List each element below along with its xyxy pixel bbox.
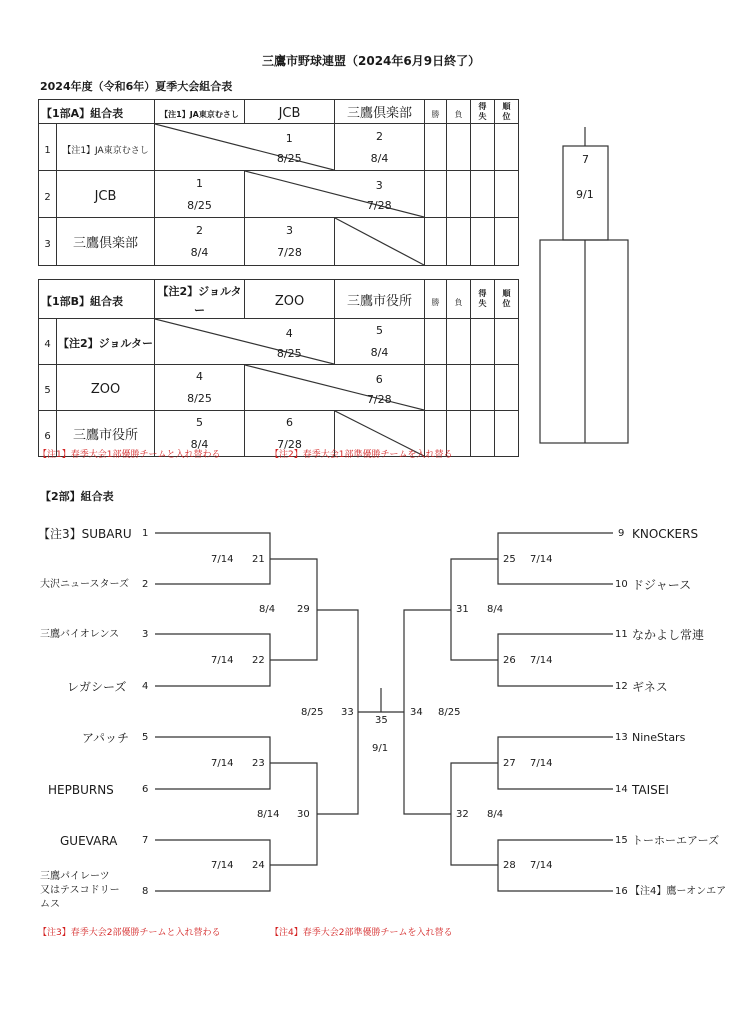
column-team-1: 【注1】JA東京むさし bbox=[155, 100, 245, 124]
division2-label: 【2部】組合表 bbox=[40, 490, 114, 503]
match-cell: 5 8/4 bbox=[335, 319, 425, 365]
round-robin-table-b bbox=[38, 279, 519, 457]
bracket-team-number: 12 bbox=[615, 681, 628, 692]
win-cell bbox=[425, 319, 447, 365]
final-game-date: 9/1 bbox=[576, 188, 594, 201]
game-number: 27 bbox=[503, 758, 516, 769]
bracket-team-left: GUEVARA bbox=[60, 834, 118, 848]
row-number: 1 bbox=[39, 124, 57, 171]
bracket-team-number: 2 bbox=[142, 579, 149, 590]
note-4: 【注4】春季大会2部準優勝チームを入れ替る bbox=[270, 928, 453, 938]
match-cell: 2 8/4 bbox=[335, 124, 425, 171]
bracket-team-number: 3 bbox=[142, 629, 149, 640]
page-title: 三鷹市野球連盟（2024年6月9日終了） bbox=[262, 54, 481, 68]
game-number: 22 bbox=[252, 655, 265, 666]
loss-cell bbox=[447, 171, 471, 218]
round-robin-table-a bbox=[38, 99, 519, 266]
diagonal-cell bbox=[335, 218, 425, 266]
game-number: 28 bbox=[503, 860, 516, 871]
game-date: 7/14 bbox=[530, 758, 553, 769]
column-team-1: 【注2】ジョルター bbox=[155, 280, 245, 319]
game-number: 25 bbox=[503, 554, 516, 565]
page-subtitle: 2024年度（令和6年）夏季大会組合表 bbox=[40, 80, 233, 93]
match-cell: 2 8/4 bbox=[155, 218, 245, 266]
diagonal-cell: 6 7/28 bbox=[245, 365, 425, 411]
bracket-team-right: なかよし常連 bbox=[632, 628, 705, 642]
diagonal-cell: 4 8/25 bbox=[155, 319, 335, 365]
bracket-team-left: アパッチ bbox=[82, 731, 130, 745]
bracket-team-number: 16 bbox=[615, 886, 628, 897]
row-number: 6 bbox=[39, 411, 57, 457]
game-number: 21 bbox=[252, 554, 265, 565]
game-date: 8/4 bbox=[259, 604, 276, 615]
game-date: 7/14 bbox=[211, 860, 234, 871]
points-header: 得 失 bbox=[471, 280, 495, 319]
win-header: 勝 bbox=[425, 280, 447, 319]
game-date: 7/14 bbox=[530, 554, 553, 565]
game-date: 8/25 bbox=[438, 707, 461, 718]
rank-cell bbox=[495, 124, 519, 171]
row-team: JCB bbox=[57, 171, 155, 218]
bracket-team-right: ドジャース bbox=[632, 578, 692, 592]
rank-cell bbox=[495, 171, 519, 218]
game-number: 23 bbox=[252, 758, 265, 769]
match-cell: 3 7/28 bbox=[245, 218, 335, 266]
loss-cell bbox=[447, 124, 471, 171]
row-team: 【注1】JA東京むさし bbox=[57, 124, 155, 171]
game-number: 29 bbox=[297, 604, 310, 615]
win-header: 勝 bbox=[425, 100, 447, 124]
rank-cell bbox=[495, 411, 519, 457]
final-number: 35 bbox=[375, 715, 388, 726]
diagonal-cell: 3 7/28 bbox=[245, 171, 425, 218]
row-number: 5 bbox=[39, 365, 57, 411]
bracket-team-number: 8 bbox=[142, 886, 149, 897]
match-cell: 4 8/25 bbox=[155, 365, 245, 411]
loss-cell bbox=[447, 365, 471, 411]
points-header: 得 失 bbox=[471, 100, 495, 124]
bracket-team-number: 7 bbox=[142, 835, 149, 846]
row-number: 2 bbox=[39, 171, 57, 218]
loss-header: 負 bbox=[447, 280, 471, 319]
rank-header: 順 位 bbox=[495, 100, 519, 124]
bracket-team-number: 6 bbox=[142, 784, 149, 795]
bracket-team-left-line: 又はテスコドリー bbox=[40, 885, 120, 896]
bracket-team-number: 1 bbox=[142, 528, 149, 539]
points-cell bbox=[471, 124, 495, 171]
bracket-team-left: 【注3】SUBARU bbox=[38, 527, 132, 541]
note-1: 【注1】春季大会1部優勝チームと入れ替わる bbox=[38, 450, 221, 460]
row-number: 3 bbox=[39, 218, 57, 266]
bracket-team-left-line: 三鷹パイレーツ bbox=[40, 871, 110, 882]
match-cell: 6 7/28 bbox=[245, 411, 335, 457]
bracket-team-left: 三鷹バイオレンス bbox=[40, 629, 120, 640]
bracket-team-right: トーホーエアーズ bbox=[632, 834, 720, 847]
game-date: 8/25 bbox=[301, 707, 324, 718]
game-number: 31 bbox=[456, 604, 469, 615]
corner-label: 【1部B】組合表 bbox=[39, 280, 155, 319]
bracket-team-left: HEPBURNS bbox=[48, 783, 114, 797]
bracket-team-number: 14 bbox=[615, 784, 628, 795]
win-cell bbox=[425, 218, 447, 266]
bracket-team-right: TAISEI bbox=[632, 783, 669, 797]
bracket-team-number: 11 bbox=[615, 629, 628, 640]
bracket-team-number: 5 bbox=[142, 732, 149, 743]
bracket-team-left: 大沢ニュースターズ bbox=[40, 579, 129, 590]
game-date: 8/4 bbox=[487, 604, 504, 615]
row-team: 【注2】ジョルター bbox=[57, 319, 155, 365]
column-team-2: JCB bbox=[245, 100, 335, 124]
bracket-team-right: ギネス bbox=[632, 680, 668, 694]
match-cell: 1 8/25 bbox=[155, 171, 245, 218]
row-number: 4 bbox=[39, 319, 57, 365]
game-date: 7/14 bbox=[530, 655, 553, 666]
bracket-team-right: 【注4】鷹ーオンエア bbox=[630, 886, 727, 897]
row-team: 三鷹倶楽部 bbox=[57, 218, 155, 266]
game-date: 8/4 bbox=[487, 809, 504, 820]
bracket-team-number: 10 bbox=[615, 579, 628, 590]
win-cell bbox=[425, 365, 447, 411]
game-date: 7/14 bbox=[211, 758, 234, 769]
bracket-team-right: NineStars bbox=[632, 731, 686, 744]
loss-cell bbox=[447, 319, 471, 365]
points-cell bbox=[471, 411, 495, 457]
note-3: 【注3】春季大会2部優勝チームと入れ替わる bbox=[38, 928, 221, 938]
bracket-team-right: KNOCKERS bbox=[632, 527, 699, 541]
bracket-team-left: レガシーズ bbox=[67, 680, 127, 694]
rank-cell bbox=[495, 319, 519, 365]
points-cell bbox=[471, 319, 495, 365]
points-cell bbox=[471, 218, 495, 266]
game-number: 24 bbox=[252, 860, 265, 871]
loss-header: 負 bbox=[447, 100, 471, 124]
game-date: 8/14 bbox=[257, 809, 280, 820]
game-date: 7/14 bbox=[211, 554, 234, 565]
game-number: 34 bbox=[410, 707, 423, 718]
final-date: 9/1 bbox=[372, 743, 389, 754]
bracket-team-number: 15 bbox=[615, 835, 628, 846]
note-2: 【注2】春季大会1部準優勝チームを入れ替る bbox=[270, 450, 453, 460]
game-date: 7/14 bbox=[211, 655, 234, 666]
points-cell bbox=[471, 365, 495, 411]
column-team-3: 三鷹市役所 bbox=[335, 280, 425, 319]
game-date: 7/14 bbox=[530, 860, 553, 871]
win-cell bbox=[425, 124, 447, 171]
game-number: 32 bbox=[456, 809, 469, 820]
bracket-team-number: 9 bbox=[618, 528, 625, 539]
game-number: 30 bbox=[297, 809, 310, 820]
loss-cell bbox=[447, 218, 471, 266]
row-team: ZOO bbox=[57, 365, 155, 411]
game-number: 33 bbox=[341, 707, 354, 718]
corner-label: 【1部A】組合表 bbox=[39, 100, 155, 124]
bracket-team-number: 13 bbox=[615, 732, 628, 743]
row-team: 三鷹市役所 bbox=[57, 411, 155, 457]
bracket-team-number: 4 bbox=[142, 681, 149, 692]
rank-header: 順 位 bbox=[495, 280, 519, 319]
bracket-team-left-line: ムス bbox=[40, 899, 60, 910]
column-team-2: ZOO bbox=[245, 280, 335, 319]
column-team-3: 三鷹倶楽部 bbox=[335, 100, 425, 124]
diagonal-cell: 1 8/25 bbox=[155, 124, 335, 171]
game-number: 26 bbox=[503, 655, 516, 666]
final-game-number: 7 bbox=[582, 153, 589, 166]
rank-cell bbox=[495, 218, 519, 266]
win-cell bbox=[425, 171, 447, 218]
rank-cell bbox=[495, 365, 519, 411]
points-cell bbox=[471, 171, 495, 218]
match-cell: 5 8/4 bbox=[155, 411, 245, 457]
